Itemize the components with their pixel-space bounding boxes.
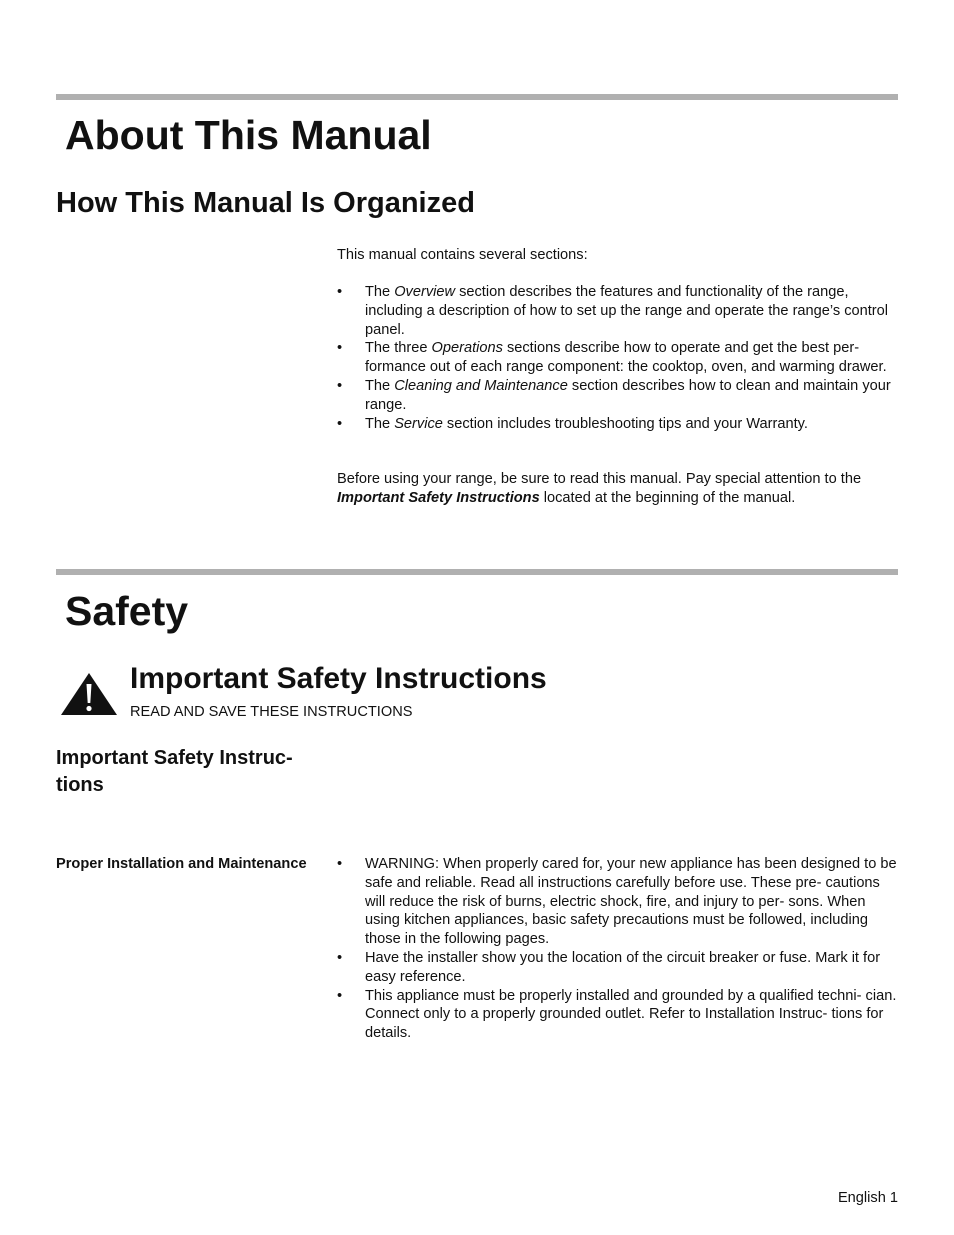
list-item: • This appliance must be properly installed and grounded by a qualified techni- cian. Connect only to a properly grounded outlet. Refer to Installation Instruc- tions for details. bbox=[337, 987, 897, 1042]
read-save-notice: READ AND SAVE THESE INSTRUCTIONS bbox=[130, 704, 413, 720]
section-divider-about bbox=[56, 94, 898, 100]
section-divider-safety bbox=[56, 569, 898, 575]
about-closing: Before using your range, be sure to read this manual. Pay special attention to the Important Safety Instructions located at the beginning of the manual. bbox=[337, 471, 862, 506]
page-title-safety: Safety bbox=[65, 588, 189, 634]
page-title-about: About This Manual bbox=[65, 112, 432, 158]
page-number: English 1 bbox=[837, 1190, 898, 1206]
list-item: • The Service section includes troubleshooting tips and your Warranty. bbox=[337, 415, 808, 432]
list-item: • WARNING: When properly cared for, your new appliance has been designed to be safe and reliable. Read all instructions carefully before use. These pre- cautions will reduce the risk of burns, electric shock, fire, and injury to per- sons. When using kitchen appliances, basic safety precautions must be followed, including those in the following pages. bbox=[337, 856, 897, 948]
warning-triangle-icon bbox=[60, 672, 118, 716]
section-label-installation: Proper Installation and Maintenance bbox=[56, 856, 307, 872]
subheading-important-safety: Important Safety Instruc- tions bbox=[56, 747, 293, 796]
safety-bullet-list bbox=[337, 855, 899, 1043]
heading-how-organized: How This Manual Is Organized bbox=[56, 187, 475, 219]
list-item: • The three Operations sections describe how to operate and get the best per- formance out of each range component: the cooktop, oven, and warming drawer. bbox=[337, 340, 887, 376]
list-item: • The Cleaning and Maintenance section describes how to clean and maintain your range. bbox=[337, 377, 891, 413]
list-item: • The Overview section describes the features and functionality of the range, including a description of how to set up the range and operate the range’s control panel. bbox=[337, 284, 889, 338]
heading-important-safety: Important Safety Instructions bbox=[130, 662, 547, 695]
about-intro: This manual contains several sections: bbox=[337, 247, 588, 263]
about-bullet-list bbox=[337, 283, 899, 433]
list-item: • Have the installer show you the location of the circuit breaker or fuse. Mark it for easy reference. bbox=[337, 949, 881, 985]
